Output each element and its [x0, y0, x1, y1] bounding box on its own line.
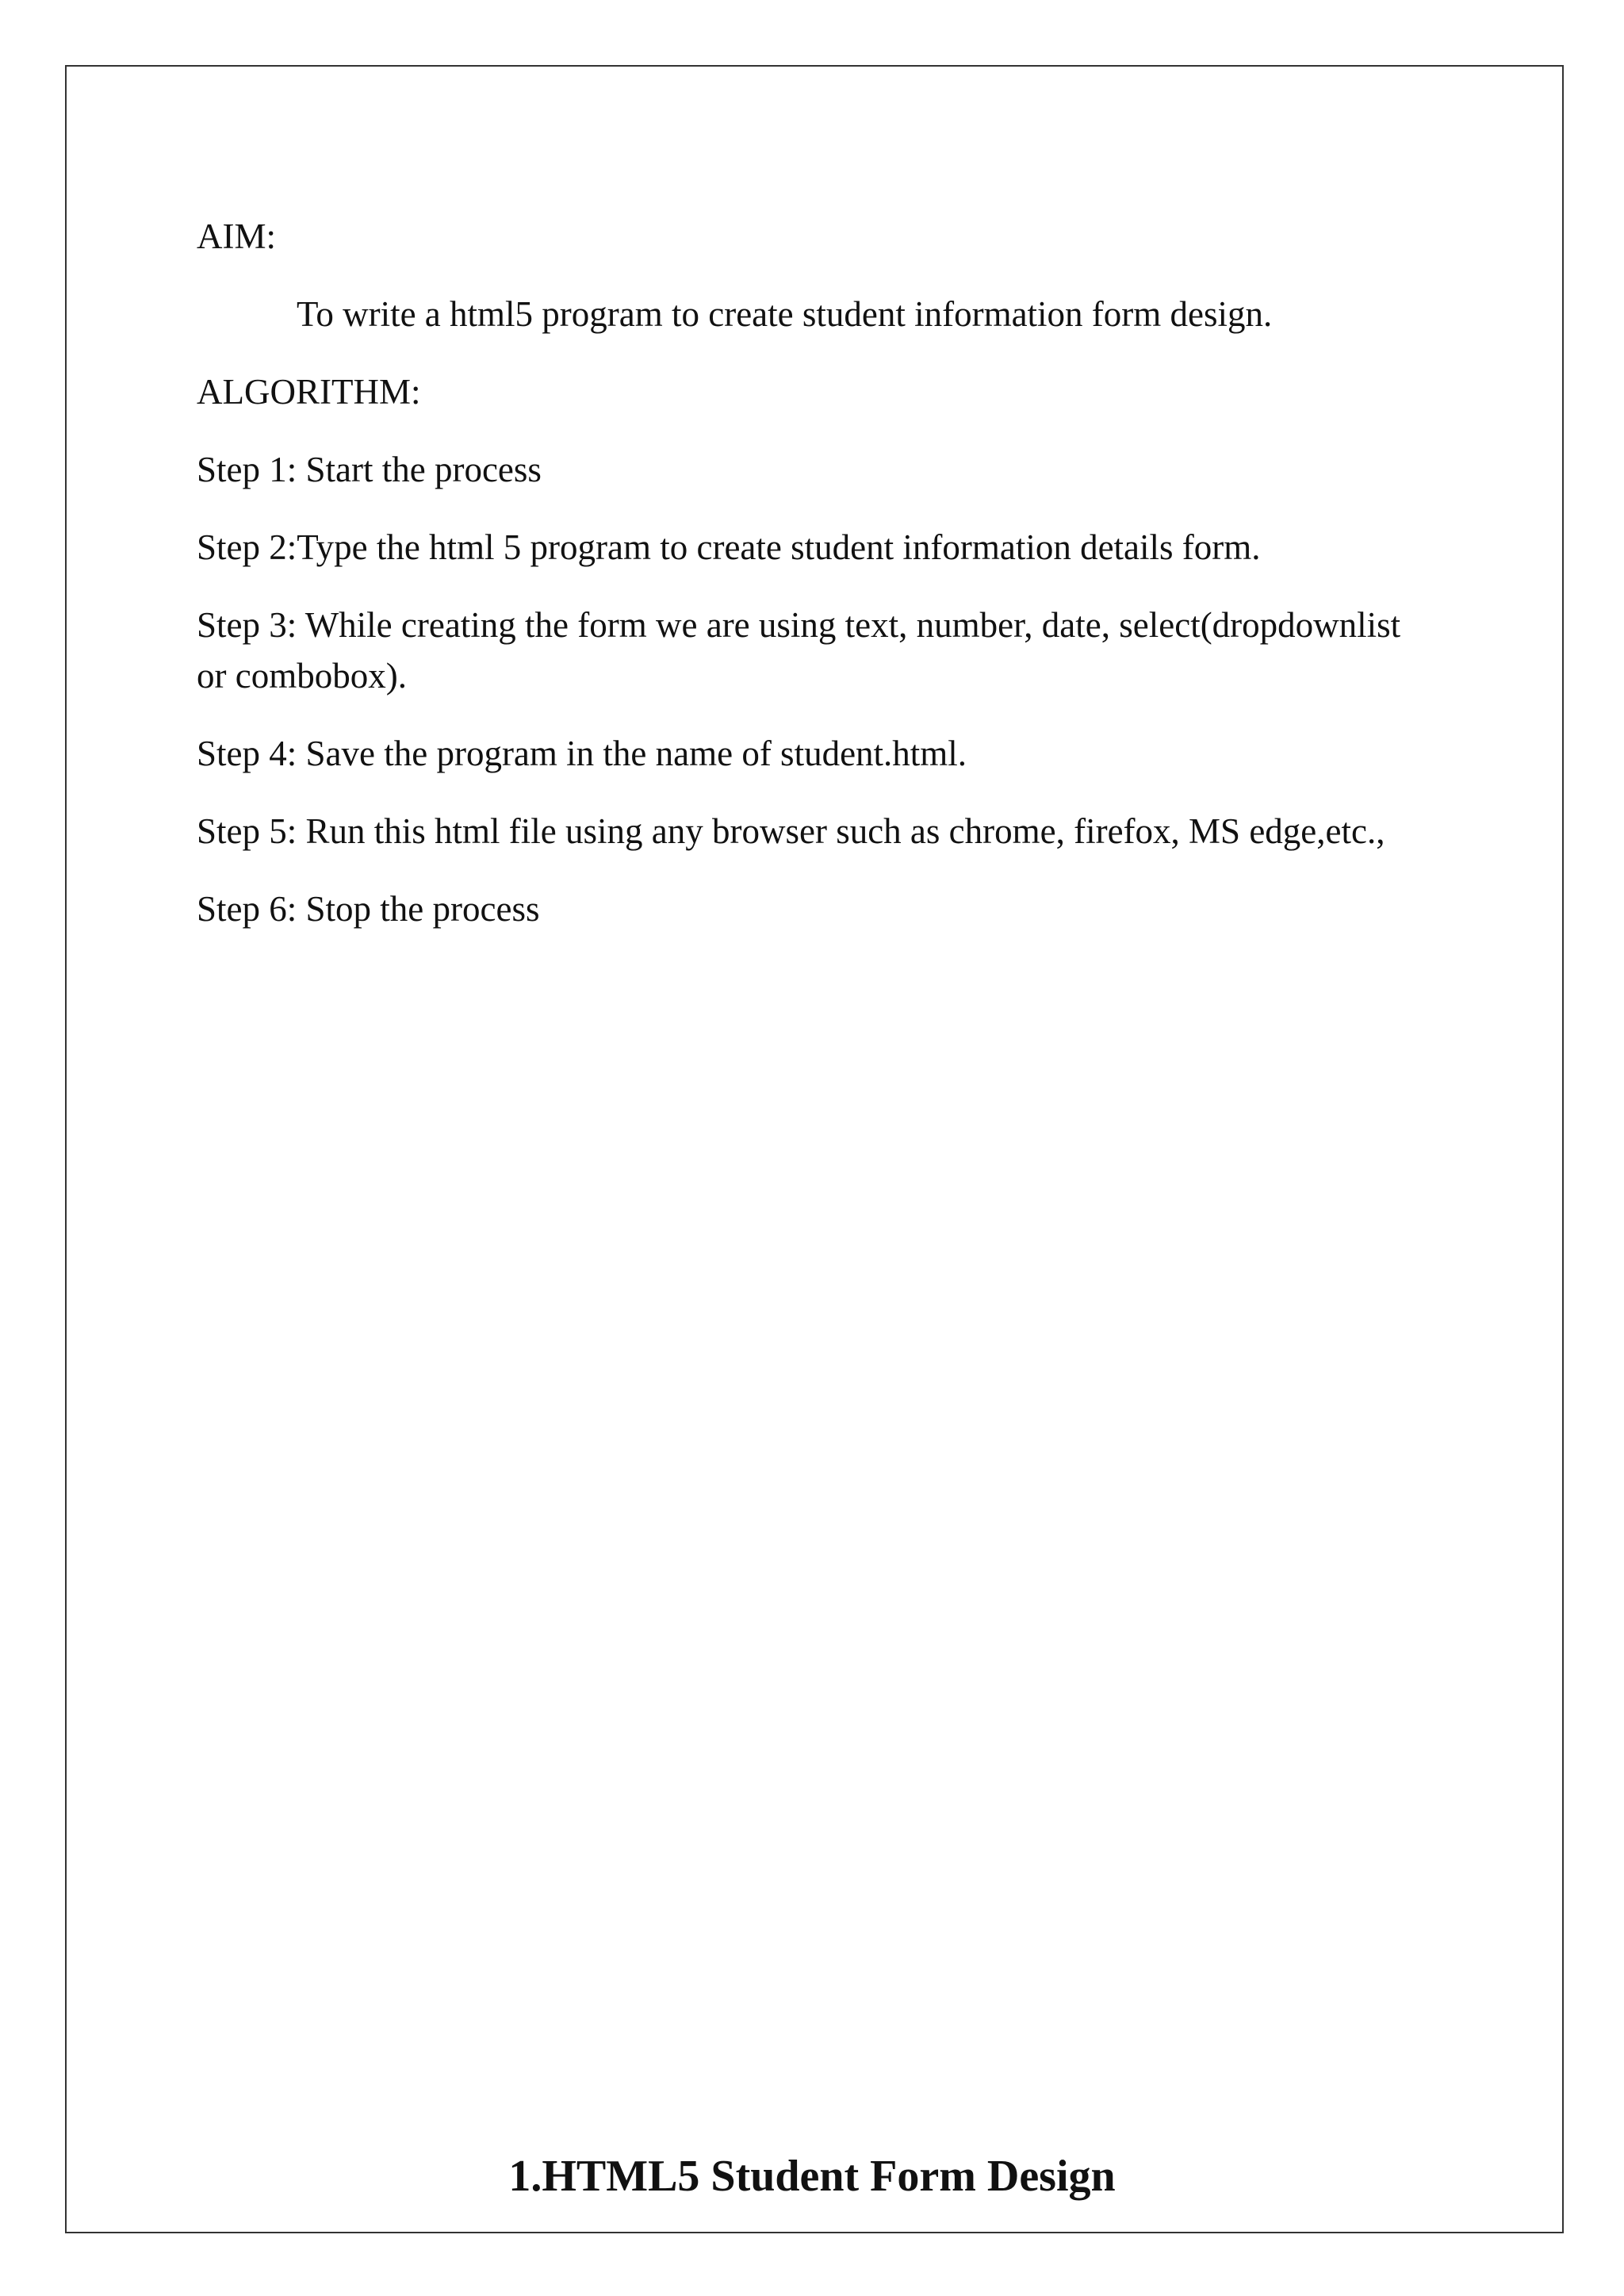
algorithm-step: Step 2:Type the html 5 program to create student information details form. [197, 527, 1261, 567]
algorithm-step: Step 5: Run this html file using any browser such as chrome, firefox, MS edge,etc., [197, 811, 1385, 851]
aim-heading: AIM: [197, 217, 276, 256]
algorithm-step: Step 6: Stop the process [197, 889, 540, 929]
aim-text: To write a html5 program to create student information form design. [297, 294, 1273, 334]
algorithm-step: Step 1: Start the process [197, 450, 542, 489]
document-body [197, 211, 1434, 961]
algorithm-step: Step 4: Save the program in the name of student.html. [197, 734, 967, 773]
footer-title: 1.HTML5 Student Form Design [508, 2152, 1116, 2201]
algorithm-step: Step 3: While creating the form we are using text, number, date, select(dropdownlist or combobox). [197, 605, 1401, 696]
algorithm-heading: ALGORITHM: [197, 372, 421, 412]
